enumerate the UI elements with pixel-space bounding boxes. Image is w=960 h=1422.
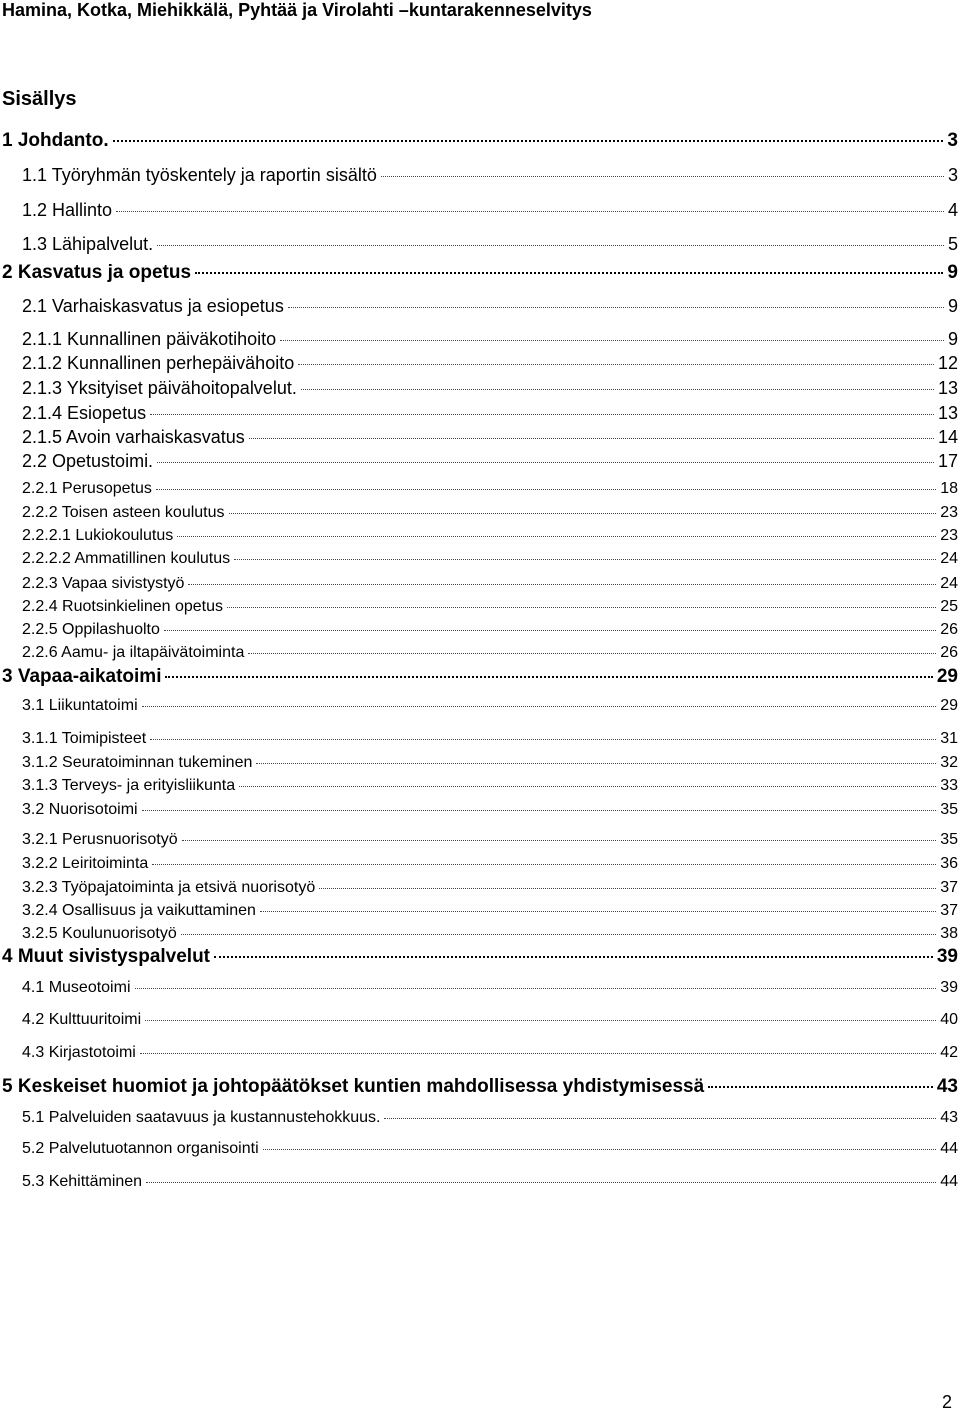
toc-entry-page: 29 (936, 666, 958, 687)
toc-entry-page: 23 (940, 527, 958, 544)
toc-entry-label: 1.1 Työryhmän työskentely ja raportin sisältö (22, 165, 377, 185)
toc-entry[interactable] (22, 979, 958, 997)
toc-entry-label: 1.2 Hallinto (22, 200, 113, 220)
toc-entry[interactable] (22, 777, 958, 795)
toc-entry[interactable] (22, 296, 958, 317)
toc-entry-page: 26 (940, 644, 958, 661)
toc-entry[interactable] (22, 427, 958, 448)
toc-entry[interactable] (2, 1076, 958, 1098)
toc-entry[interactable] (22, 353, 958, 374)
toc-entry[interactable] (22, 730, 958, 748)
toc-entry-page: 39 (936, 946, 958, 967)
toc-dot-leader (319, 888, 936, 889)
toc-dot-leader (214, 956, 933, 958)
toc-entry-page: 39 (940, 979, 958, 996)
toc-entry-page: 44 (940, 1173, 958, 1190)
toc-entry-label: 2.2.3 Vapaa sivistystyö (22, 575, 185, 592)
toc-dot-leader (182, 840, 937, 841)
toc-dot-leader (229, 513, 937, 514)
toc-entry-page: 12 (937, 353, 958, 373)
toc-entry-page: 40 (940, 1011, 958, 1028)
toc-entry-page: 42 (940, 1044, 958, 1061)
toc-dot-leader (188, 584, 936, 585)
toc-dot-leader (150, 739, 936, 740)
toc-entry[interactable] (22, 598, 958, 616)
toc-entry[interactable] (22, 403, 958, 424)
toc-entry-page: 43 (940, 1109, 958, 1126)
toc-dot-leader (227, 607, 936, 608)
toc-entry-page: 33 (940, 777, 958, 794)
toc-entry[interactable] (22, 550, 958, 568)
toc-entry-label: 2 Kasvatus ja opetus (2, 262, 192, 283)
toc-entry-label: 1 Johdanto. (2, 130, 109, 151)
toc-entry-page: 3 (947, 165, 958, 185)
toc-entry-label: 3.2.5 Koulunuorisotyö (22, 925, 177, 942)
toc-entry-label: 5.3 Kehittäminen (22, 1173, 143, 1190)
toc-entry-label: 2.1.5 Avoin varhaiskasvatus (22, 427, 245, 447)
toc-dot-leader (164, 630, 936, 631)
toc-entry[interactable] (22, 754, 958, 772)
toc-entry-label: 2.2.5 Oppilashuolto (22, 621, 160, 638)
toc-entry-page: 37 (940, 902, 958, 919)
toc-entry[interactable] (22, 925, 958, 943)
toc-entry-page: 18 (940, 480, 958, 497)
toc-dot-leader (156, 489, 936, 490)
toc-entry[interactable] (22, 378, 958, 399)
toc-entry-label: 2.2.2 Toisen asteen koulutus (22, 504, 225, 521)
toc-dot-leader (113, 140, 944, 142)
toc-dot-leader (239, 786, 936, 787)
toc-entry[interactable] (22, 697, 958, 715)
toc-entry-page: 24 (940, 550, 958, 567)
toc-entry-label: 4.1 Museotoimi (22, 979, 131, 996)
toc-entry-label: 2.1.1 Kunnallinen päiväkotihoito (22, 329, 277, 349)
toc-dot-leader (298, 364, 934, 365)
toc-entry[interactable] (22, 451, 958, 472)
toc-dot-leader (260, 911, 936, 912)
toc-entry[interactable] (22, 644, 958, 662)
toc-entry-page: 43 (936, 1076, 958, 1097)
toc-entry-label: 2.2.1 Perusopetus (22, 480, 152, 497)
toc-entry[interactable] (2, 666, 958, 688)
toc-dot-leader (145, 1020, 936, 1021)
toc-dot-leader (381, 176, 944, 177)
toc-dot-leader (248, 653, 936, 654)
toc-entry[interactable] (22, 234, 958, 255)
toc-dot-leader (263, 1149, 937, 1150)
toc-dot-leader (256, 763, 936, 764)
toc-entry-label: 2.1.4 Esiopetus (22, 403, 147, 423)
document-header: Hamina, Kotka, Miehikkälä, Pyhtää ja Virolahti –kuntarakenneselvitys (2, 0, 592, 20)
toc-entry-page: 13 (937, 378, 958, 398)
toc-entry[interactable] (22, 165, 958, 186)
toc-entry-label: 2.1.3 Yksityiset päivähoitopalvelut. (22, 378, 297, 398)
toc-entry-label: 5.1 Palveluiden saatavuus ja kustannustehokkuus. (22, 1109, 381, 1126)
toc-entry-page: 14 (937, 427, 958, 447)
toc-entry[interactable] (22, 1173, 958, 1191)
toc-entry-label: 2.2.4 Ruotsinkielinen opetus (22, 598, 224, 615)
toc-entry-page: 35 (940, 831, 958, 848)
toc-dot-leader (280, 340, 944, 341)
toc-entry-label: 2.2 Opetustoimi. (22, 451, 154, 471)
toc-dot-leader (249, 438, 934, 439)
toc-entry-label: 3.2.2 Leiritoiminta (22, 855, 149, 872)
toc-entry-label: 4 Muut sivistyspalvelut (2, 946, 211, 967)
toc-entry[interactable] (2, 130, 958, 152)
toc-entry-page: 44 (940, 1140, 958, 1157)
toc-entry[interactable] (22, 575, 958, 593)
toc-dot-leader (142, 706, 937, 707)
toc-entry-page: 35 (940, 801, 958, 818)
toc-entry-label: 5.2 Palvelutuotannon organisointi (22, 1140, 259, 1157)
toc-entry[interactable] (22, 1011, 958, 1029)
toc-entry-label: 2.2.2.2 Ammatillinen koulutus (22, 550, 231, 567)
toc-entry-page: 3 (947, 130, 958, 151)
toc-entry[interactable] (22, 831, 958, 849)
toc-entry-label: 4.3 Kirjastotoimi (22, 1044, 136, 1061)
toc-entry-label: 2.2.2.1 Lukiokoulutus (22, 527, 174, 544)
toc-entry-label: 3 Vapaa-aikatoimi (2, 666, 162, 687)
toc-entry-page: 4 (947, 200, 958, 220)
toc-entry[interactable] (22, 902, 958, 920)
toc-entry[interactable] (2, 262, 958, 284)
page-number: 2 (941, 1392, 952, 1412)
toc-entry-label: 3.2.3 Työpajatoiminta ja etsivä nuorisotyö (22, 879, 316, 896)
toc-entry-label: 3.1.3 Terveys- ja erityisliikunta (22, 777, 236, 794)
toc-entry-page: 36 (940, 855, 958, 872)
toc-dot-leader (384, 1118, 936, 1119)
toc-dot-leader (234, 559, 936, 560)
toc-entry-label: 3.1 Liikuntatoimi (22, 697, 138, 714)
toc-entry-label: 5 Keskeiset huomiot ja johtopäätökset kuntien mahdollisessa yhdistymisessä (2, 1076, 705, 1097)
toc-entry[interactable] (22, 200, 958, 221)
toc-heading: Sisällys (2, 88, 77, 110)
toc-entry-page: 32 (940, 754, 958, 771)
toc-entry[interactable] (22, 504, 958, 522)
toc-entry[interactable] (22, 801, 958, 819)
toc-entry-page: 38 (940, 925, 958, 942)
toc-entry[interactable] (22, 1044, 958, 1062)
toc-dot-leader (708, 1086, 933, 1088)
toc-entry-page: 37 (940, 879, 958, 896)
toc-entry[interactable] (22, 527, 958, 545)
toc-entry-label: 3.2.1 Perusnuorisotyö (22, 831, 178, 848)
toc-entry-label: 3.1.2 Seuratoiminnan tukeminen (22, 754, 253, 771)
toc-entry-page: 26 (940, 621, 958, 638)
toc-entry-label: 2.1.2 Kunnallinen perhepäivähoito (22, 353, 295, 373)
toc-dot-leader (177, 536, 936, 537)
toc-entry-label: 4.2 Kulttuuritoimi (22, 1011, 142, 1028)
toc-dot-leader (157, 245, 944, 246)
toc-entry[interactable] (22, 879, 958, 897)
toc-dot-leader (146, 1182, 936, 1183)
toc-dot-leader (165, 676, 932, 678)
toc-entry[interactable] (22, 1140, 958, 1158)
toc-entry-label: 1.3 Lähipalvelut. (22, 234, 154, 254)
toc-entry-label: 3.2 Nuorisotoimi (22, 801, 138, 818)
toc-entry[interactable] (22, 1109, 958, 1127)
toc-dot-leader (301, 389, 934, 390)
toc-entry-label: 3.2.4 Osallisuus ja vaikuttaminen (22, 902, 256, 919)
toc-entry-page: 9 (947, 296, 958, 316)
toc-entry-page: 9 (947, 262, 958, 283)
toc-dot-leader (195, 272, 943, 274)
toc-entry-label: 3.1.1 Toimipisteet (22, 730, 147, 747)
toc-dot-leader (142, 810, 937, 811)
toc-entry-page: 5 (947, 234, 958, 254)
toc-entry[interactable] (22, 855, 958, 873)
toc-dot-leader (181, 934, 936, 935)
toc-entry[interactable] (2, 946, 958, 968)
toc-entry-page: 29 (940, 697, 958, 714)
toc-entry-label: 2.1 Varhaiskasvatus ja esiopetus (22, 296, 284, 316)
toc-entry[interactable] (22, 329, 958, 350)
toc-entry[interactable] (22, 480, 958, 498)
toc-entry-page: 9 (947, 329, 958, 349)
toc-entry-page: 25 (940, 598, 958, 615)
toc-entry-page: 17 (937, 451, 958, 471)
toc-entry-page: 13 (937, 403, 958, 423)
toc-dot-leader (140, 1053, 936, 1054)
toc-entry-page: 31 (940, 730, 958, 747)
toc-dot-leader (152, 864, 936, 865)
toc-entry[interactable] (22, 621, 958, 639)
toc-entry-label: 2.2.6 Aamu- ja iltapäivätoiminta (22, 644, 245, 661)
toc-entry-page: 23 (940, 504, 958, 521)
toc-dot-leader (135, 988, 937, 989)
toc-dot-leader (150, 414, 934, 415)
toc-dot-leader (116, 211, 944, 212)
toc-dot-leader (288, 307, 944, 308)
toc-dot-leader (157, 462, 934, 463)
toc-entry-page: 24 (940, 575, 958, 592)
